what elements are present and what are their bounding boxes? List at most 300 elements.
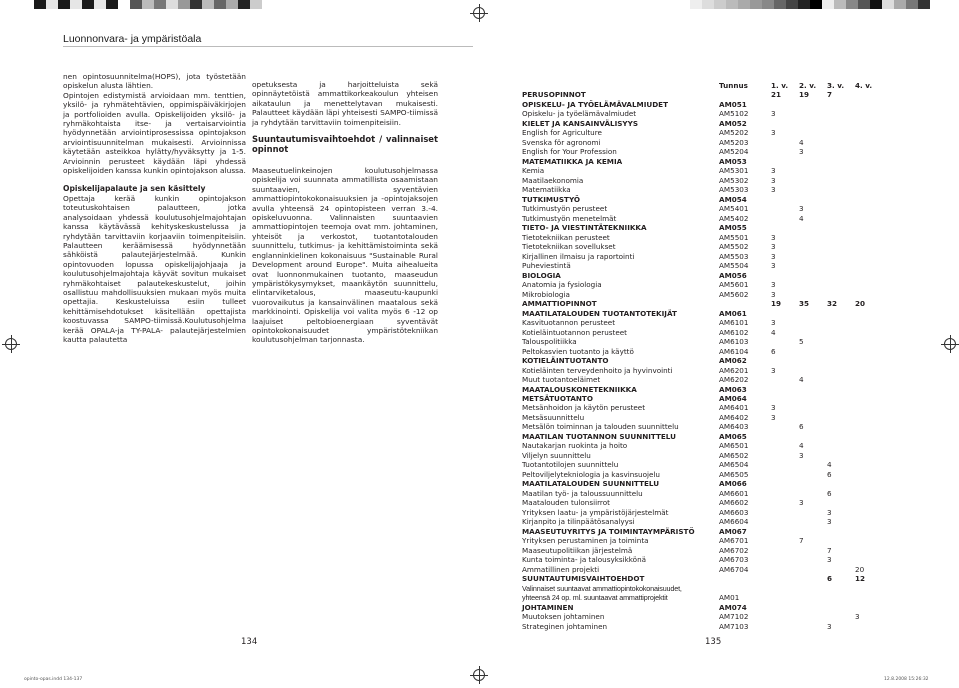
table-header-row (522, 81, 883, 90)
year2-credits (799, 318, 827, 327)
year4-credits: 3 (855, 612, 860, 622)
course-code: AM5301 (719, 166, 749, 176)
course-code: AM055 (719, 223, 747, 233)
year4-credits (855, 290, 883, 299)
year1-credits (771, 100, 799, 109)
year2-credits (799, 508, 827, 517)
year2-credits (799, 157, 827, 166)
course-name-narrow: yhteensä 24 op. ml. suuntaavat ammattiprojektit (522, 593, 668, 603)
course-code: AM5501 (719, 232, 749, 242)
course-name: Kirjallinen ilmaisu ja raportointi (522, 251, 635, 261)
year4-credits (855, 366, 883, 375)
year4-credits (855, 422, 883, 431)
table-row (522, 432, 883, 441)
year3-credits (827, 309, 855, 318)
course-code: AM053 (719, 156, 747, 166)
print-slug-right: 12.8.2008 15:26:32 (884, 677, 929, 682)
course-code: AM6103 (719, 337, 749, 347)
course-name: PERUSOPINNOT (522, 90, 586, 100)
year1-credits: 3 (771, 166, 776, 176)
course-code: AM5504 (719, 261, 749, 271)
course-code: AM01 (719, 593, 740, 603)
year2-credits (799, 252, 827, 261)
year4-credits (855, 347, 883, 356)
course-name: Yrityksen laatu- ja ympäristöjärjestelmät (522, 507, 669, 517)
course-name: TUTKIMUSTYÖ (522, 194, 581, 204)
year4-credits (855, 223, 883, 232)
course-name: Tuotantotilojen suunnittelu (522, 460, 619, 470)
course-code: AM5602 (719, 289, 749, 299)
table-row (522, 252, 883, 261)
page-title: Luonnonvara- ja ympäristöala (63, 33, 202, 45)
course-code: AM6602 (719, 498, 749, 508)
table-header-code: Tunnus (719, 81, 748, 90)
table-row (522, 366, 883, 375)
table-row (522, 422, 883, 431)
year3-credits (827, 252, 855, 261)
course-name: MAASEUTUYRITYS JA TOIMINTAYMPÄRISTÖ (522, 526, 695, 536)
table-row (522, 195, 883, 204)
year1-credits: 6 (771, 346, 776, 356)
year4-credits: 20 (855, 299, 866, 309)
course-name: Puheviestintä (522, 261, 571, 271)
year4-credits (855, 375, 883, 384)
year3-credits (827, 128, 855, 137)
course-name: Matematiikka (522, 185, 571, 195)
year4-credits (855, 603, 883, 612)
assessment-paragraph: Opintojen edistymistä arvioidaan mm. tenttien, yksilö- ja ryhmätehtävien, oppimispäiväkirjojen ja portfolioiden avulla. Opiskelijoiden yksilö- ja ryhmäkohtaista itse- ja vertaisarviointia hyödynnetään arviointiprosessissa opintojakson arviointisuunnitelman mukaisesti. Arvioinnissa käytetään asteikkoa hylätty/hyväksytty ja 1-5. Arvioinnin perusteet käydään läpi yhdessä opiskelijoiden kanssa kunkin opintojakson alussa. (63, 90, 246, 176)
course-name: Metsäsuunnittelu (522, 412, 585, 422)
year3-credits: 3 (827, 621, 832, 631)
year1-credits (771, 508, 799, 517)
year2-credits (799, 479, 827, 488)
table-row (522, 517, 883, 526)
year2-credits (799, 176, 827, 185)
year4-credits (855, 204, 883, 213)
printer-color-bar (22, 0, 262, 9)
year2-credits: 4 (799, 213, 804, 223)
year2-credits (799, 185, 827, 194)
year1-credits (771, 422, 799, 431)
course-name: Tutkimustyön menetelmät (522, 213, 617, 223)
year1-credits (771, 536, 799, 545)
left-intro-paragraph: nen opintosuunnitelma(HOPS), jota työstetään opiskelun alusta lähtien. (63, 72, 246, 91)
table-header-name (522, 81, 719, 90)
year2-credits: 5 (799, 337, 804, 347)
year3-credits: 6 (827, 469, 832, 479)
year1-credits: 19 (771, 299, 782, 309)
year3-credits (827, 176, 855, 185)
year3-credits: 7 (827, 90, 833, 100)
year3-credits (827, 119, 855, 128)
year1-credits (771, 451, 799, 460)
year1-credits: 3 (771, 185, 776, 195)
table-row (522, 119, 883, 128)
specializations-paragraph: Maaseutuelinkeinojen koulutusohjelmassa opiskelija voi suunnata ammatillista osaamistaan suuntaavien, syventävien ammattiopintokokonaisuuksien ja -opintojaksojen avulla yhteensä 24 opintopisteen verran 3.-4. opiskeluvuonna. Valinnaisten suuntaavien ammattiopintojen teemoja ovat mm. johtaminen, yhteisöt ja verkostot, tuotantotalouden suunnittelu, tutkimus- ja kehittämistoiminta sekä englanninkielinen kokonaisuus "Sustainable Rural Development around Europe". Muita aihealueita ovat luonnonmukainen tuotanto, maaseudun ympäristökysymykset, maankäytön suunnittelu, elintarviketalous, maaseutu-kaupunki vuorovaikutus ja kansainvälinen maatalous sekä markkinointi. Opiskelija voi valita myös 6 -12 op laajuiset peltobioenergiaan syventävät opintokokonaisuudet ympäristötekniikan koulutusohjelman tarjonnasta. (252, 166, 438, 345)
table-row (522, 546, 883, 555)
table-row (522, 271, 883, 280)
table-row (522, 441, 883, 450)
course-code: AM6505 (719, 469, 749, 479)
year2-credits: 4 (799, 137, 804, 147)
course-code: AM052 (719, 118, 747, 128)
year3-credits (827, 603, 855, 612)
course-code (719, 299, 771, 308)
course-name: KIELET JA KANSAINVÄLISYYS (522, 118, 639, 128)
course-code: AM6202 (719, 375, 749, 385)
table-row (522, 214, 883, 223)
year2-credits (799, 612, 827, 621)
year2-credits (799, 242, 827, 251)
year1-credits (771, 574, 799, 583)
year1-credits (771, 147, 799, 156)
table-row (522, 536, 883, 545)
year2-credits: 35 (799, 299, 810, 309)
year3-credits (827, 290, 855, 299)
course-name: AMMATTIOPINNOT (522, 299, 597, 309)
table-row (522, 413, 883, 422)
table-row (522, 176, 883, 185)
year4-credits (855, 176, 883, 185)
year3-credits (827, 356, 855, 365)
year1-credits: 3 (771, 365, 776, 375)
table-row (522, 555, 883, 564)
year2-credits (799, 328, 827, 337)
year2-credits: 3 (799, 204, 804, 214)
middle-text-column (252, 80, 438, 345)
course-code: AM6201 (719, 365, 749, 375)
course-code: AM066 (719, 479, 747, 489)
year3-credits (827, 422, 855, 431)
year2-credits (799, 555, 827, 564)
table-row (522, 242, 883, 251)
course-table-body (522, 90, 883, 631)
course-code (719, 574, 771, 583)
course-code: AM5503 (719, 251, 749, 261)
table-row (522, 498, 883, 507)
year1-credits (771, 479, 799, 488)
year3-credits (827, 204, 855, 213)
year3-credits (827, 366, 855, 375)
year3-credits: 3 (827, 507, 832, 517)
course-name: Maatilaekonomia (522, 175, 584, 185)
year2-credits (799, 603, 827, 612)
year1-credits (771, 584, 799, 593)
course-name: TIETO- JA VIESTINTÄTEKNIIKKA (522, 223, 647, 233)
registration-mark-icon (944, 338, 956, 350)
page-number-right: 135 (705, 637, 722, 647)
course-name-narrow: Valinnaiset suuntaavat ammattiopintokokonaisuudet, (522, 583, 682, 593)
year4-credits (855, 157, 883, 166)
table-header-year1: 1. v. (771, 81, 789, 90)
year1-credits: 3 (771, 412, 776, 422)
registration-mark-icon (473, 669, 485, 681)
year3-credits (827, 375, 855, 384)
year2-credits (799, 119, 827, 128)
course-code: AM5601 (719, 280, 749, 290)
year2-credits (799, 280, 827, 289)
year2-credits (799, 309, 827, 318)
table-row (522, 109, 883, 118)
year1-credits: 3 (771, 289, 776, 299)
year2-credits (799, 470, 827, 479)
year4-credits (855, 536, 883, 545)
year4-credits (855, 432, 883, 441)
table-header-year2: 2. v. (799, 81, 817, 90)
course-code: AM5302 (719, 175, 749, 185)
course-code: AM6401 (719, 403, 749, 413)
year1-credits: 3 (771, 232, 776, 242)
year1-credits: 3 (771, 318, 776, 328)
course-name: Maaseutupolitiikan järjestelmä (522, 545, 633, 555)
course-name: Peltokasvien tuotanto ja käyttö (522, 346, 634, 356)
course-code: AM6101 (719, 318, 749, 328)
table-row (522, 261, 883, 270)
table-row (522, 157, 883, 166)
course-name: Kotieläintuotannon perusteet (522, 327, 628, 337)
course-name: Kasvituotannon perusteet (522, 318, 616, 328)
course-code: AM062 (719, 356, 747, 366)
table-row (522, 489, 883, 498)
year1-credits (771, 470, 799, 479)
year4-credits (855, 394, 883, 403)
year4-credits (855, 109, 883, 118)
course-name: Metsänhoidon ja käytön perusteet (522, 403, 646, 413)
table-row (522, 233, 883, 242)
year1-credits (771, 565, 799, 574)
year2-credits (799, 413, 827, 422)
year3-credits (827, 432, 855, 441)
heading-spacer (252, 154, 438, 166)
year4-credits (855, 489, 883, 498)
year3-credits (827, 565, 855, 574)
table-row (522, 318, 883, 327)
year2-credits (799, 347, 827, 356)
year2-credits (799, 593, 827, 602)
table-header-year3: 3. v. (827, 81, 845, 90)
course-name: Svenska för agronomi (522, 137, 601, 147)
year4-credits (855, 147, 883, 156)
table-row (522, 451, 883, 460)
year2-credits (799, 584, 827, 593)
year4-credits (855, 90, 883, 99)
course-name: English for Your Profession (522, 147, 617, 157)
feedback-heading: Opiskelijapalaute ja sen käsittely (63, 184, 206, 194)
year1-credits: 4 (771, 327, 776, 337)
year2-credits (799, 233, 827, 242)
course-code: AM074 (719, 602, 747, 612)
year4-credits (855, 318, 883, 327)
year2-credits (799, 223, 827, 232)
year2-credits (799, 261, 827, 270)
year1-credits (771, 309, 799, 318)
table-row (522, 603, 883, 612)
year1-credits (771, 204, 799, 213)
printer-color-bar-right (690, 0, 930, 9)
table-row (522, 147, 883, 156)
year2-credits (799, 109, 827, 118)
course-code: AM6502 (719, 450, 749, 460)
year1-credits (771, 337, 799, 346)
table-row (522, 385, 883, 394)
table-row (522, 328, 883, 337)
year2-credits: 4 (799, 375, 804, 385)
course-code: AM5202 (719, 128, 749, 138)
table-row (522, 574, 883, 583)
left-text-column (63, 72, 246, 344)
course-code (719, 90, 771, 99)
course-code: AM5203 (719, 137, 749, 147)
year3-credits (827, 441, 855, 450)
year4-credits (855, 185, 883, 194)
course-code: AM6501 (719, 441, 749, 451)
year4-credits (855, 119, 883, 128)
table-row (522, 527, 883, 536)
course-code: AM061 (719, 308, 747, 318)
year3-credits (827, 451, 855, 460)
year3-credits: 6 (827, 574, 833, 584)
year1-credits (771, 356, 799, 365)
year4-credits: 20 (855, 564, 865, 574)
course-name: KOTIELÄINTUOTANTO (522, 356, 609, 366)
year4-credits (855, 100, 883, 109)
year4-credits (855, 451, 883, 460)
year1-credits: 3 (771, 109, 776, 119)
table-row (522, 470, 883, 479)
year1-credits (771, 195, 799, 204)
course-name: Mikrobiologia (522, 289, 570, 299)
course-name: METSÄTUOTANTO (522, 393, 593, 403)
table-row (522, 356, 883, 365)
table-row (522, 290, 883, 299)
year2-credits (799, 489, 827, 498)
course-code: AM6403 (719, 422, 749, 432)
year3-credits (827, 536, 855, 545)
course-name: Kotieläinten terveydenhoito ja hyvinvointi (522, 365, 673, 375)
title-divider (63, 46, 473, 47)
year3-credits: 32 (827, 299, 838, 309)
year1-credits (771, 385, 799, 394)
table-row (522, 204, 883, 213)
table-row (522, 394, 883, 403)
year4-credits (855, 385, 883, 394)
year1-credits (771, 432, 799, 441)
table-row (522, 622, 883, 631)
year4-credits (855, 555, 883, 564)
specializations-heading: Suuntautumisvaihtoehdot / valinnaiset opinnot (252, 134, 438, 155)
year4-credits (855, 195, 883, 204)
year4-credits (855, 413, 883, 422)
year3-credits (827, 100, 855, 109)
course-name: Peltoviljelytekniologia ja kasvinsuojelu (522, 469, 660, 479)
course-name: Opiskelu- ja työelämävalmiudet (522, 109, 637, 119)
course-code: AM5102 (719, 109, 749, 119)
print-slug-left: opinto-opas.indd 134-137 (24, 677, 83, 682)
year3-credits (827, 394, 855, 403)
year2-credits (799, 622, 827, 631)
year2-credits (799, 166, 827, 175)
year1-credits (771, 527, 799, 536)
year2-credits: 4 (799, 441, 804, 451)
year2-credits (799, 271, 827, 280)
course-code: AM6604 (719, 517, 749, 527)
year2-credits (799, 517, 827, 526)
course-name: Nautakarjan ruokinta ja hoito (522, 441, 628, 451)
year2-credits (799, 546, 827, 555)
year3-credits: 3 (827, 555, 832, 565)
course-code: AM054 (719, 194, 747, 204)
year1-credits: 3 (771, 175, 776, 185)
year4-credits (855, 309, 883, 318)
year2-credits: 3 (799, 147, 804, 157)
table-row (522, 337, 883, 346)
year2-credits (799, 385, 827, 394)
course-code: AM064 (719, 393, 747, 403)
table-row (522, 584, 883, 593)
year2-credits (799, 128, 827, 137)
year1-credits: 21 (771, 90, 782, 100)
course-code: AM5401 (719, 204, 749, 214)
course-name: Kemia (522, 166, 545, 176)
course-code: AM056 (719, 270, 747, 280)
year1-credits (771, 441, 799, 450)
course-code: AM6704 (719, 564, 749, 574)
year2-credits: 19 (799, 90, 810, 100)
course-name: Metsälön toiminnan ja talouden suunnittelu (522, 422, 679, 432)
year2-credits (799, 527, 827, 536)
year4-credits (855, 546, 883, 555)
year3-credits (827, 612, 855, 621)
feedback-paragraph: Opettaja kerää kunkin opintojakson toteutuskohtaisen palautteen, jotka analysoidaan yhdessä koulutusohjelmajohtajan kanssa käytävässä kehityskeskustelussa ja ryhdytään tarvittaviin korjaaviin toimenpiteisiin. Palautteen keräämisessä hyödynnetään sähköistä palautejärjestelmää. Kunkin opintovuoden lopussa opiskelijajohjaaja ja koulutusohjelmajohtaja käyvät sovitun mukaiset ryhmäkohtaiset palautekeskustelut, joihin osallistuu mahdollisuuksien mukaan myös muita opettajia. Keskusteluissa esiin tulleet kehittämisehdotukset käsitellään opettajista koostuvassa SAMPO-tiimissä.Koulutusohjelma kerää OPALA-ja TY-PALA- palautejärjestelmien kautta palautetta (63, 193, 246, 344)
course-name: MAATILATALOUDEN TUOTANTOTEKIJÄT (522, 308, 677, 318)
course-name: Yrityksen perustaminen ja toiminta (522, 536, 649, 546)
year3-credits (827, 328, 855, 337)
table-row (522, 128, 883, 137)
table-row (522, 593, 883, 602)
course-name: Maatilan työ- ja taloussuunnittelu (522, 488, 643, 498)
year1-credits (771, 157, 799, 166)
year2-credits (799, 574, 827, 583)
course-name: Tietotekniikan sovellukset (522, 242, 616, 252)
year1-credits (771, 555, 799, 564)
course-code: AM6504 (719, 460, 749, 470)
table-row (522, 138, 883, 147)
course-code: AM051 (719, 99, 747, 109)
year3-credits (827, 157, 855, 166)
table-row (522, 508, 883, 517)
course-name: Maatalouden tulonsiirrot (522, 498, 610, 508)
year4-credits (855, 166, 883, 175)
year1-credits (771, 517, 799, 526)
course-code: AM5502 (719, 242, 749, 252)
table-row (522, 299, 883, 308)
year1-credits (771, 223, 799, 232)
course-name (522, 593, 719, 602)
course-code: AM6702 (719, 545, 749, 555)
year4-credits (855, 280, 883, 289)
year1-credits (771, 271, 799, 280)
year3-credits (827, 261, 855, 270)
year1-credits: 3 (771, 261, 776, 271)
table-row (522, 479, 883, 488)
year2-credits: 3 (799, 498, 804, 508)
year3-credits: 6 (827, 488, 832, 498)
year4-credits (855, 527, 883, 536)
year2-credits (799, 290, 827, 299)
course-name: Muutoksen johtaminen (522, 612, 605, 622)
table-row (522, 100, 883, 109)
course-name: Kirjanpito ja tilinpäätösanalyysi (522, 517, 635, 527)
